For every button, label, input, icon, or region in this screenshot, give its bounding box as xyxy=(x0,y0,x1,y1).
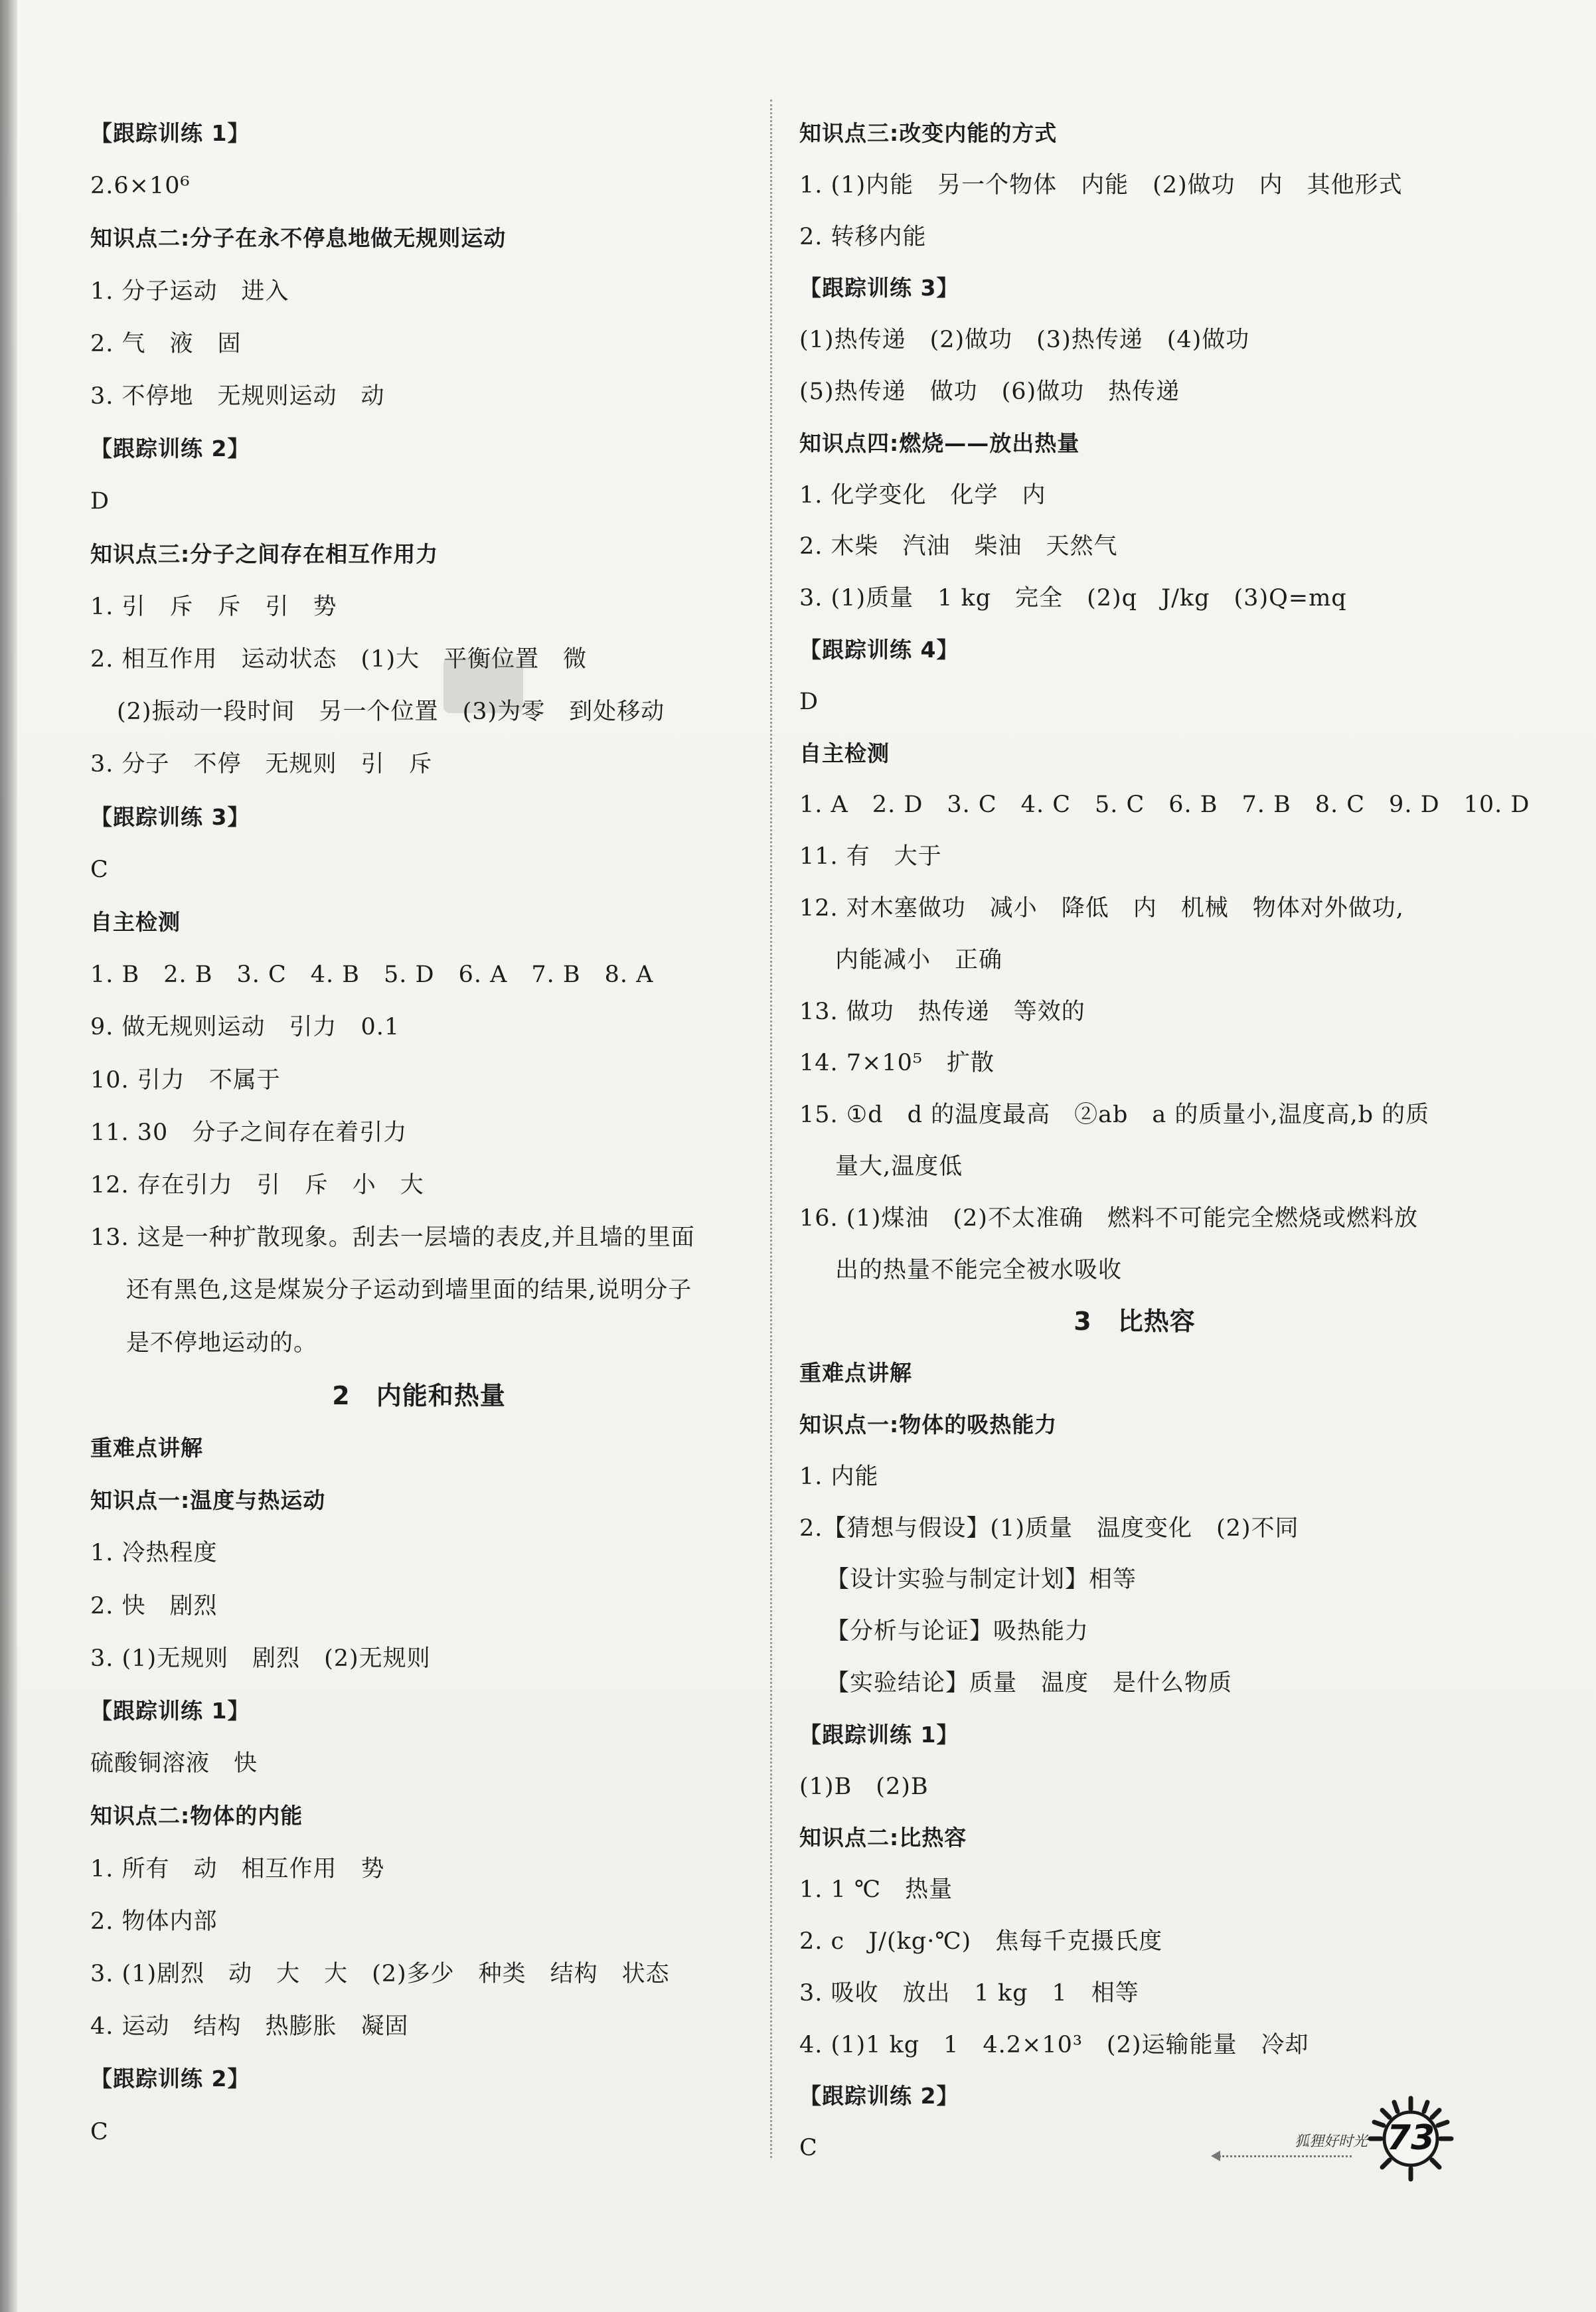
answer-line: 【实验结论】质量 温度 是什么物质 xyxy=(826,1670,1233,1696)
section-heading: 自主检测 xyxy=(799,740,890,766)
section-heading: 重难点讲解 xyxy=(799,1360,912,1386)
answer-line: 1. 化学变化 化学 内 xyxy=(799,481,1046,509)
answer-line: 硫酸铜溶液 快 xyxy=(90,1750,258,1777)
section-heading: 知识点一:物体的吸热能力 xyxy=(799,1412,1058,1438)
section-heading: 知识点二:物体的内能 xyxy=(90,1803,303,1829)
answer-line: C xyxy=(90,2118,109,2145)
answer-line: 2. 相互作用 运动状态 (1)大 平衡位置 微 xyxy=(90,646,588,673)
answer-line: 2. c J/(kg·℃) 焦每千克摄氏度 xyxy=(799,1928,1163,1955)
answer-line: 4. (1)1 kg 1 4.2×10³ (2)运输能量 冷却 xyxy=(799,2031,1309,2058)
answer-line: 1. (1)内能 另一个物体 内能 (2)做功 内 其他形式 xyxy=(799,171,1403,199)
answer-line: 【设计实验与制定计划】相等 xyxy=(826,1566,1137,1594)
answer-line: 1. 引 斥 斥 引 势 xyxy=(90,593,337,620)
answer-line: 13. 这是一种扩散现象。刮去一层墙的表皮,并且墙的里面 xyxy=(90,1224,695,1252)
answer-line: 1. 内能 xyxy=(799,1463,879,1490)
answer-line: D xyxy=(90,488,110,515)
answer-line: 12. 存在引力 引 斥 小 大 xyxy=(90,1172,424,1198)
answer-line: 内能减小 正确 xyxy=(835,946,1003,973)
answer-line: 11. 30 分子之间存在着引力 xyxy=(90,1119,408,1146)
answer-line: 13. 做功 热传递 等效的 xyxy=(799,998,1085,1025)
answer-line: 11. 有 大于 xyxy=(799,843,942,870)
answer-line: 是不停地运动的。 xyxy=(126,1329,318,1357)
section-heading: 知识点四:燃烧——放出热量 xyxy=(799,430,1080,456)
answer-line: 2. 转移内能 xyxy=(799,223,927,250)
answer-line: 量大,温度低 xyxy=(835,1153,963,1180)
answer-line: 1. B 2. B 3. C 4. B 5. D 6. A 7. B 8. A xyxy=(90,961,654,989)
section-heading: 【跟踪训练 2】 xyxy=(799,2083,959,2109)
answer-line: 1. 冷热程度 xyxy=(90,1540,218,1567)
section-heading: 【跟踪训练 2】 xyxy=(90,2066,250,2092)
footer-arrow-decoration xyxy=(1219,2155,1352,2161)
section-heading: 知识点二:比热容 xyxy=(799,1825,967,1851)
answer-line: 3. (1)质量 1 kg 完全 (2)q J/kg (3)Q=mq xyxy=(799,585,1347,612)
answer-line: 3. (1)无规则 剧烈 (2)无规则 xyxy=(90,1645,431,1672)
answer-line: 3. 不停地 无规则运动 动 xyxy=(90,383,385,410)
section-heading: 知识点二:分子在永不停息地做无规则运动 xyxy=(90,225,507,252)
answer-line: (2)振动一段时间 另一个位置 (3)为零 到处移动 xyxy=(117,699,665,726)
answer-line: 4. 运动 结构 热膨胀 凝固 xyxy=(90,2013,409,2040)
section-heading: 重难点讲解 xyxy=(90,1435,203,1461)
answer-line: 9. 做无规则运动 引力 0.1 xyxy=(90,1014,400,1041)
answer-line: 3. 分子 不停 无规则 引 斥 xyxy=(90,751,433,778)
answer-line: (1)B (2)B xyxy=(799,1773,929,1800)
answer-line: 2.6×10⁶ xyxy=(90,173,191,200)
section-title: 3 比热容 xyxy=(1074,1307,1196,1337)
section-heading: 【跟踪训练 1】 xyxy=(90,1698,250,1724)
section-heading: 【跟踪训练 4】 xyxy=(799,637,959,663)
section-heading: 【跟踪训练 3】 xyxy=(799,275,959,301)
answer-line: (5)热传递 做功 (6)做功 热传递 xyxy=(799,378,1180,405)
answer-line: D xyxy=(799,688,819,715)
column-divider xyxy=(770,100,772,2158)
answer-line: 1. 分子运动 进入 xyxy=(90,278,289,305)
answer-line: C xyxy=(799,2135,818,2162)
answer-line: 还有黑色,这是煤炭分子运动到墙里面的结果,说明分子 xyxy=(126,1277,692,1304)
footer-tag: 狐狸好时光 xyxy=(1295,2133,1368,2150)
answer-line: 2. 木柴 汽油 柴油 天然气 xyxy=(799,533,1118,560)
section-heading: 自主检测 xyxy=(90,909,181,935)
section-heading: 知识点三:分子之间存在相互作用力 xyxy=(90,540,439,567)
answer-line: 14. 7×10⁵ 扩散 xyxy=(799,1050,995,1077)
answer-line: C xyxy=(90,856,109,883)
answer-line: 出的热量不能完全被水吸收 xyxy=(835,1256,1123,1283)
section-heading: 【跟踪训练 1】 xyxy=(799,1721,959,1748)
answer-line: 10. 引力 不属于 xyxy=(90,1066,281,1094)
answer-line: 16. (1)煤油 (2)不太准确 燃料不可能完全燃烧或燃料放 xyxy=(799,1204,1418,1232)
page-number-badge xyxy=(1368,2096,1454,2182)
page-number: 73 xyxy=(1386,2118,1435,2158)
answer-line: 2. 气 液 固 xyxy=(90,330,242,357)
answer-line: 2. 物体内部 xyxy=(90,1908,218,1935)
answer-line: 12. 对木塞做功 减小 降低 内 机械 物体对外做功, xyxy=(799,895,1404,922)
section-heading: 知识点一:温度与热运动 xyxy=(90,1487,326,1514)
answer-line: 3. (1)剧烈 动 大 大 (2)多少 种类 结构 状态 xyxy=(90,1961,670,1987)
answer-line: (1)热传递 (2)做功 (3)热传递 (4)做功 xyxy=(799,327,1250,354)
answer-line: 【分析与论证】吸热能力 xyxy=(826,1618,1089,1645)
answer-line: 15. ①d d 的温度最高 ②ab a 的质量小,温度高,b 的质 xyxy=(799,1102,1430,1129)
answer-line: 3. 吸收 放出 1 kg 1 相等 xyxy=(799,1979,1139,2007)
section-title: 2 内能和热量 xyxy=(332,1380,506,1410)
page-edge-shadow xyxy=(0,0,17,2312)
section-heading: 知识点三:改变内能的方式 xyxy=(799,120,1058,146)
answer-line: 1. 1 ℃ 热量 xyxy=(799,1876,953,1904)
answer-line: 1. A 2. D 3. C 4. C 5. C 6. B 7. B 8. C 9. D 10. D xyxy=(799,791,1530,819)
answer-line: 1. 所有 动 相互作用 势 xyxy=(90,1855,385,1882)
answer-line: 2.【猜想与假设】(1)质量 温度变化 (2)不同 xyxy=(799,1515,1299,1542)
section-heading: 【跟踪训练 2】 xyxy=(90,436,250,462)
answer-line: 2. 快 剧烈 xyxy=(90,1592,218,1619)
section-heading: 【跟踪训练 1】 xyxy=(90,120,250,146)
section-heading: 【跟踪训练 3】 xyxy=(90,803,250,830)
